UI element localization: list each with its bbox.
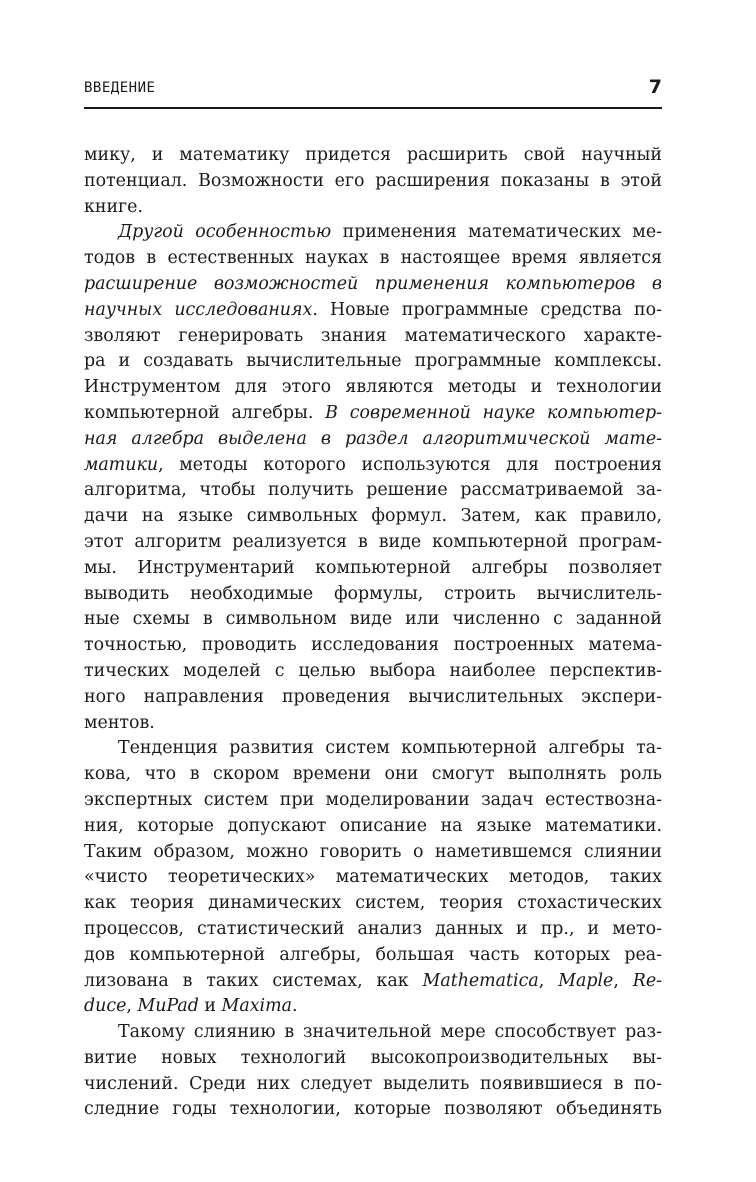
- text-line-8: [84, 324, 662, 350]
- text-run: ,: [538, 970, 559, 991]
- text-line-6: [84, 272, 662, 298]
- text-line-25: [84, 762, 662, 788]
- text-line-4: [84, 220, 662, 246]
- text-run: , методы которого используются для построения: [158, 454, 662, 475]
- text-run: В современной науке компьютер-: [325, 402, 662, 423]
- text-run: Другой особенностью: [118, 222, 332, 243]
- text-run: ния, которые допускают описание на языке математики.: [84, 815, 662, 836]
- header-rule: [84, 107, 662, 109]
- text-line-3: [84, 195, 662, 221]
- text-run: ная алгебра выделена в раздел алгоритмической мате-: [84, 428, 662, 449]
- text-run: витие новых технологий высокопроизводительных вы-: [84, 1047, 662, 1068]
- text-line-2: [84, 169, 662, 195]
- text-line-22: [84, 685, 662, 711]
- text-run: применения математических ме-: [331, 222, 662, 243]
- text-line-24: [84, 736, 662, 762]
- text-line-17: [84, 556, 662, 582]
- text-run: MuPad: [137, 996, 199, 1017]
- text-run: выводить необходимые формулы, строить вычислитель-: [84, 583, 662, 604]
- text-run: и: [198, 996, 222, 1017]
- text-run: зволяют генерировать знания математического характе-: [84, 325, 662, 346]
- text-line-12: [84, 427, 662, 453]
- text-line-32: [84, 943, 662, 969]
- text-run: Такому слиянию в значительной мере способствует раз-: [118, 1022, 662, 1043]
- text-run: потенциал. Возможности его расширения показаны в этой: [84, 170, 662, 191]
- text-run: мику, и математику придется расширить свой научный: [84, 145, 662, 165]
- text-line-14: [84, 478, 662, 504]
- text-run: компьютерной алгебры.: [84, 402, 326, 423]
- text-run: Maple: [558, 970, 614, 991]
- text-run: «чисто теоретических» математических методов, таких: [84, 867, 662, 888]
- text-line-27: [84, 814, 662, 840]
- text-run: точностью, проводить исследования построенных матема-: [84, 635, 662, 656]
- text-line-9: [84, 349, 662, 375]
- text-run: экспертных систем при моделировании задач естествозна-: [84, 789, 662, 810]
- text-line-26: [84, 788, 662, 814]
- text-line-33: [84, 969, 662, 995]
- text-line-13: [84, 453, 662, 479]
- text-line-28: [84, 840, 662, 866]
- text-run: числений. Среди них следует выделить появившиеся в по-: [84, 1073, 662, 1094]
- text-line-20: [84, 633, 662, 659]
- text-run: ,: [126, 996, 138, 1017]
- text-run: дачи на языке символьных формул. Затем, как правило,: [84, 506, 662, 527]
- text-line-38: [84, 1097, 662, 1123]
- chapter-title: ВВЕДЕНИЕ: [84, 80, 156, 96]
- text-run: ,: [613, 970, 633, 991]
- text-run: Maxima: [221, 996, 292, 1017]
- text-run: ментов.: [84, 712, 155, 733]
- text-run: как теория динамических систем, теория стохастических: [84, 893, 662, 914]
- text-run: Тенденция развития систем компьютерной алгебры та-: [118, 738, 662, 759]
- text-line-7: [84, 298, 662, 324]
- text-run: тических моделей с целью выбора наиболее перспектив-: [84, 660, 662, 681]
- text-line-1: [84, 143, 662, 169]
- body-text: [84, 143, 662, 1123]
- text-line-11: [84, 401, 662, 427]
- text-run: тодов в естественных науках в настоящее время является: [84, 248, 662, 269]
- text-run: Mathematica: [422, 970, 539, 991]
- text-run: этот алгоритм реализуется в виде компьютерной програм-: [84, 531, 662, 552]
- text-run: мы. Инструментарий компьютерной алгебры позволяет: [84, 557, 662, 578]
- text-run: ные схемы в символьном виде или численно с заданной: [84, 609, 662, 630]
- text-line-10: [84, 375, 662, 401]
- text-run: научных исследованиях: [84, 299, 313, 320]
- text-line-19: [84, 607, 662, 633]
- text-line-29: [84, 865, 662, 891]
- text-line-36: [84, 1046, 662, 1072]
- text-run: расширение возможностей применения компьютеров в: [84, 273, 662, 294]
- text-line-15: [84, 504, 662, 530]
- text-run: .: [291, 996, 298, 1017]
- text-line-21: [84, 659, 662, 685]
- text-line-31: [84, 917, 662, 943]
- text-run: лизована в таких системах, как: [84, 970, 423, 991]
- text-run: процессов, статистический анализ данных и пр., и мето-: [84, 918, 662, 939]
- text-run: ного направления проведения вычислительных экспери-: [84, 686, 662, 707]
- text-run: книге.: [84, 196, 143, 217]
- text-run: ра и создавать вычислительные программные комплексы.: [84, 351, 662, 372]
- text-run: дов компьютерной алгебры, большая часть которых реа-: [84, 944, 662, 965]
- text-line-16: [84, 530, 662, 556]
- text-line-34: [84, 994, 662, 1020]
- text-run: матики: [84, 454, 159, 475]
- text-line-30: [84, 891, 662, 917]
- text-line-23: [84, 711, 662, 737]
- text-run: Инструментом для этого являются методы и технологии: [84, 377, 662, 398]
- running-header: [84, 76, 662, 106]
- page-number: 7: [648, 76, 662, 98]
- text-run: алгоритма, чтобы получить решение рассматриваемой за-: [84, 480, 662, 501]
- text-line-18: [84, 582, 662, 608]
- text-run: следние годы технологии, которые позволяют объединять: [84, 1099, 662, 1120]
- text-line-35: [84, 1020, 662, 1046]
- text-line-37: [84, 1072, 662, 1098]
- text-run: кова, что в скором времени они смогут выполнять роль: [84, 764, 662, 785]
- text-run: Re-: [632, 970, 662, 991]
- text-run: Таким образом, можно говорить о наметившемся слиянии: [84, 841, 662, 862]
- text-run: . Новые программные средства по-: [312, 299, 662, 320]
- text-run: duce: [84, 996, 127, 1017]
- text-line-5: [84, 246, 662, 272]
